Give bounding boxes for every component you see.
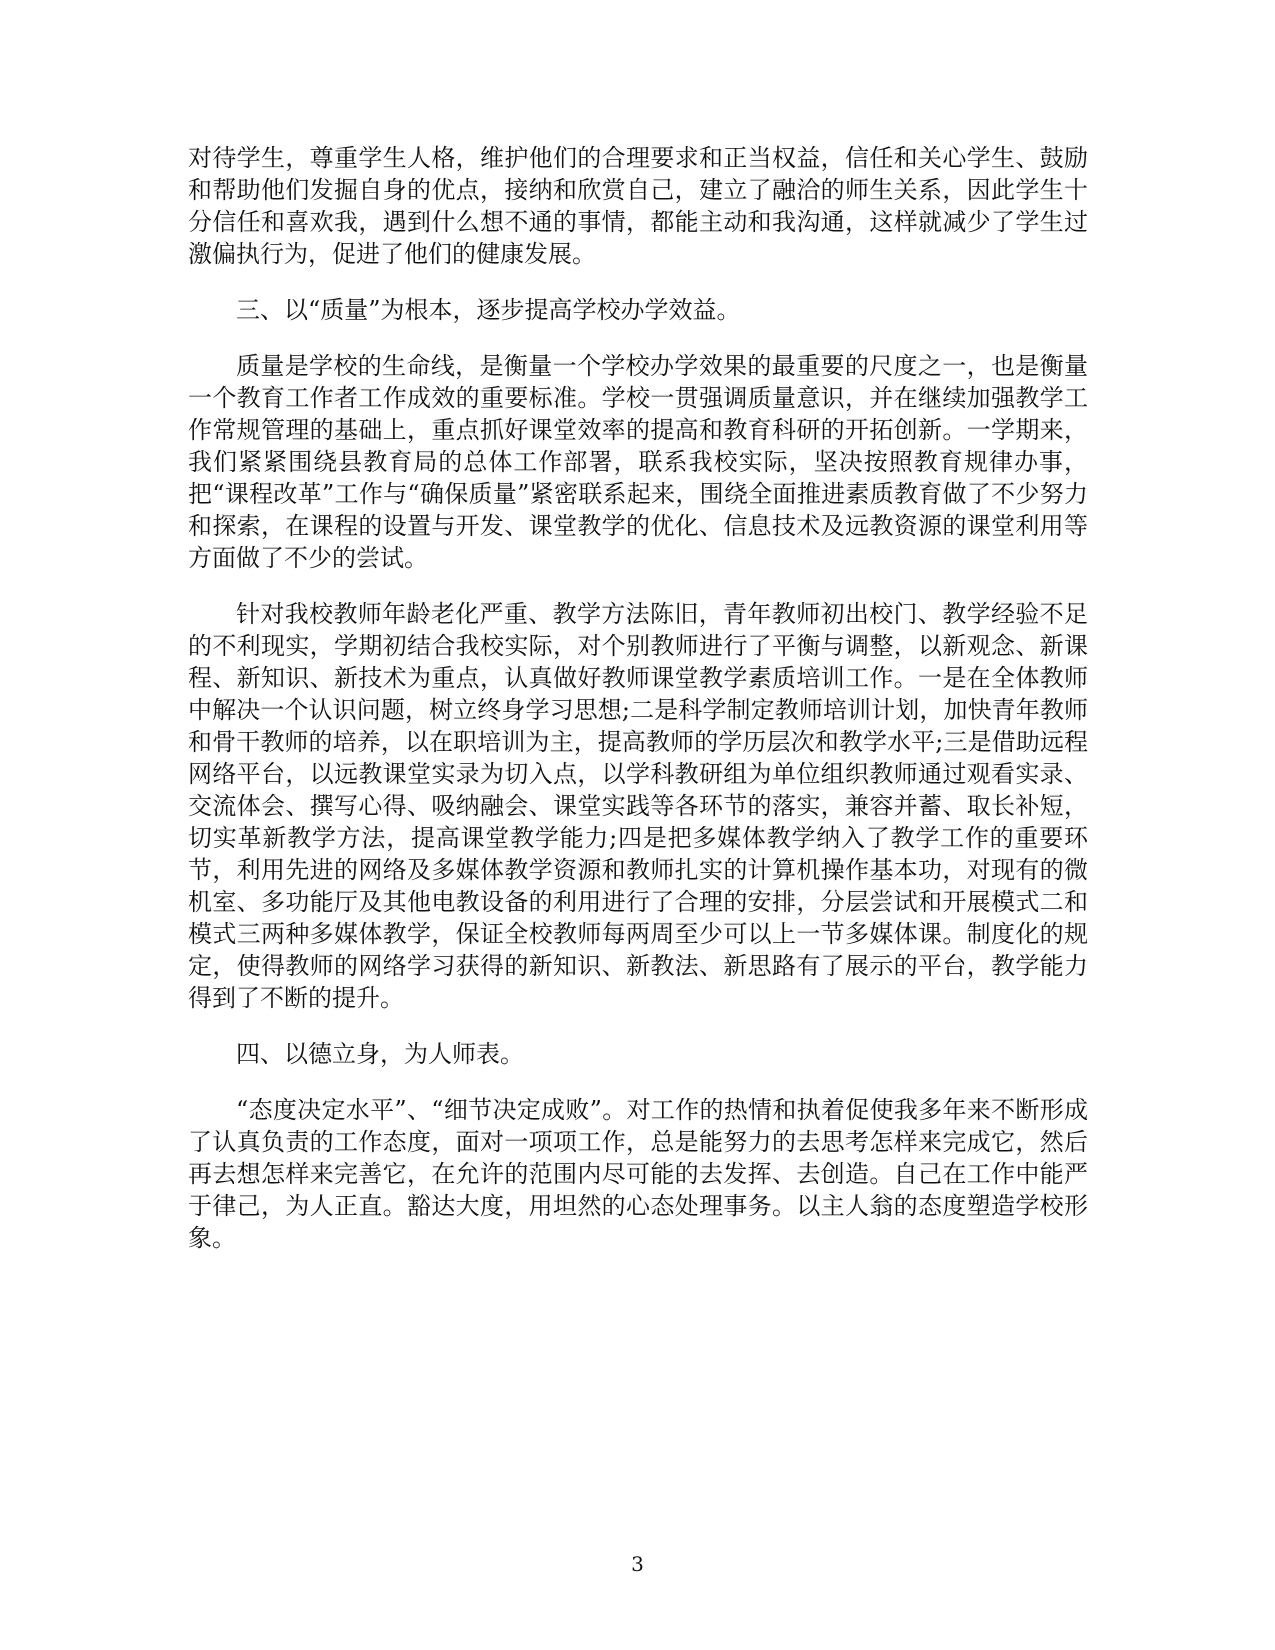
paragraph-quality: 质量是学校的生命线，是衡量一个学校办学效果的最重要的尺度之一，也是衡量一个教育工作者工作成效的重要标准。学校一贯强调质量意识，并在继续加强教学工作常规管理的基础上，重点抓好课堂效率的提高和教育科研的开拓创新。一学期来，我们紧紧围绕县教育局的总体工作部署，联系我校实际，坚决按照教育规律办事，把“课程改革”工作与“确保质量”紧密联系起来，围绕全面推进素质教育做了不少努力和探索，在课程的设置与开发、课堂教学的优化、信息技术及远教资源的课堂利用等方面做了不少的尝试。: [188, 352, 1088, 572]
paragraph-continued: 对待学生，尊重学生人格，维护他们的合理要求和正当权益，信任和关心学生、鼓励和帮助他们发掘自身的优点，接纳和欣赏自己，建立了融洽的师生关系，因此学生十分信任和喜欢我，遇到什么想不通的事情，都能主动和我沟通，这样就减少了学生过激偏执行为，促进了他们的健康发展。: [188, 144, 1088, 268]
page-number: 3: [631, 1552, 644, 1576]
section-heading-four: 四、以德立身，为人师表。: [236, 1040, 524, 1068]
section-heading-three: 三、以“质量”为根本，逐步提高学校办学效益。: [236, 296, 741, 324]
paragraph-teacher-training: 针对我校教师年龄老化严重、教学方法陈旧，青年教师初出校门、教学经验不足的不利现实，学期初结合我校实际，对个别教师进行了平衡与调整，以新观念、新课程、新知识、新技术为重点，认真做好教师课堂教学素质培训工作。一是在全体教师中解决一个认识问题，树立终身学习思想;二是科学制定教师培训计划，加快青年教师和骨干教师的培养，以在职培训为主，提高教师的学历层次和教学水平;三是借助远程网络平台，以远教课堂实录为切入点，以学科教研组为单位组织教师通过观看实录、交流体会、撰写心得、吸纳融会、课堂实践等各环节的落实，兼容并蓄、取长补短，切实革新教学方法，提高课堂教学能力;四是把多媒体教学纳入了教学工作的重要环节，利用先进的网络及多媒体教学资源和教师扎实的计算机操作基本功，对现有的微机室、多功能厅及其他电教设备的利用进行了合理的安排，分层尝试和开展模式二和模式三两种多媒体教学，保证全校教师每两周至少可以上一节多媒体课。制度化的规定，使得教师的网络学习获得的新知识、新教法、新思路有了展示的平台，教学能力得到了不断的提升。: [188, 600, 1088, 1012]
document-body: [188, 142, 1088, 1278]
paragraph-attitude: “态度决定水平”、“细节决定成败”。对工作的热情和执着促使我多年来不断形成了认真负责的工作态度，面对一项项工作，总是能努力的去思考怎样来完成它，然后再去想怎样来完善它，在允许的范围内尽可能的去发挥、去创造。自己在工作中能严于律己，为人正直。豁达大度，用坦然的心态处理事务。以主人翁的态度塑造学校形象。: [188, 1096, 1088, 1252]
